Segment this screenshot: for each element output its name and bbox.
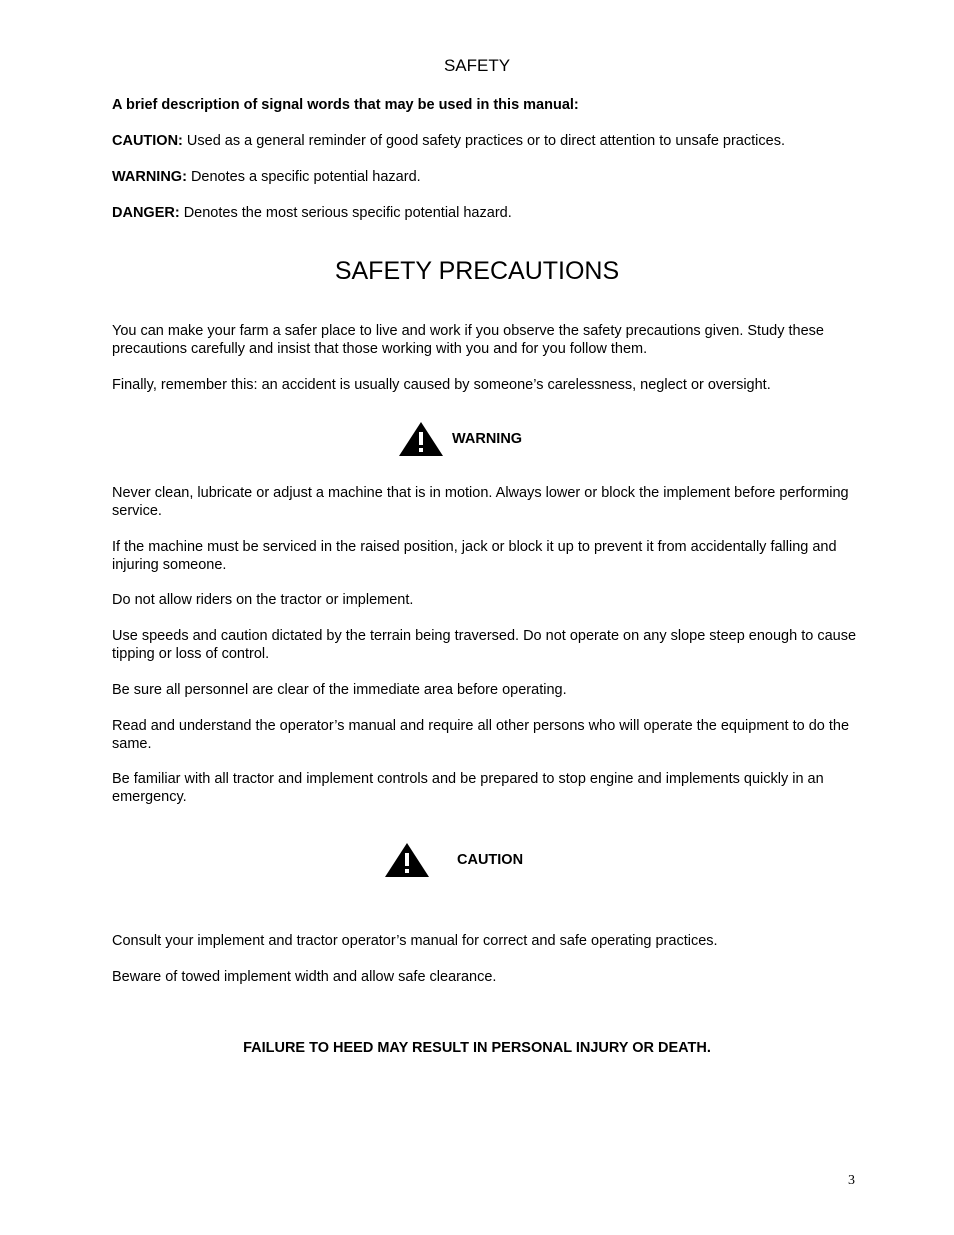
list-item: Never clean, lubricate or adjust a machine that is in motion. Always lower or block the implement before performing service. [112, 485, 849, 519]
list-item: Use speeds and caution dictated by the terrain being traversed. Do not operate on any slope steep enough to cause tipping or loss of control. [112, 628, 857, 662]
warning-term: WARNING: [112, 169, 187, 185]
page-number: 3 [848, 1173, 855, 1188]
caution-text: Used as a general reminder of good safety practices or to direct attention to unsafe practices. [182, 133, 785, 149]
list-item: Read and understand the operator’s manual and require all other persons who will operate the equipment to do the same. [112, 718, 850, 752]
section-title: SAFETY [443, 56, 511, 75]
list-item: Be familiar with all tractor and implement controls and be prepared to stop engine and implements quickly in an emergency. [112, 771, 824, 805]
list-item: Do not allow riders on the tractor or implement. [112, 592, 414, 608]
failure-notice: FAILURE TO HEED MAY RESULT IN PERSONAL INJURY OR DEATH. [243, 1040, 711, 1056]
caution-definition [112, 132, 862, 150]
reminder-paragraph: Finally, remember this: an accident is usually caused by someone’s carelessness, neglect or oversight. [112, 377, 771, 393]
danger-term: DANGER: [112, 205, 180, 221]
list-item: Consult your implement and tractor operator’s manual for correct and safe operating practices. [112, 933, 718, 949]
warning-triangle-icon [398, 421, 444, 457]
warning-heading [398, 421, 522, 457]
danger-definition [112, 204, 862, 222]
list-item: If the machine must be serviced in the raised position, jack or block it up to prevent it from accidentally falling and injuring someone. [112, 539, 837, 573]
danger-text: Denotes the most serious specific potential hazard. [179, 205, 512, 221]
caution-term: CAUTION: [112, 133, 183, 149]
caution-heading [384, 842, 523, 878]
warning-definition [112, 168, 862, 186]
signal-words-intro: A brief description of signal words that may be used in this manual: [112, 97, 579, 113]
caution-triangle-icon [384, 842, 430, 878]
page-title: SAFETY PRECAUTIONS [334, 257, 620, 285]
list-item: Beware of towed implement width and allow safe clearance. [112, 969, 497, 985]
caution-label: CAUTION [457, 852, 524, 868]
list-item: Be sure all personnel are clear of the immediate area before operating. [112, 682, 567, 698]
intro-paragraph: You can make your farm a safer place to live and work if you observe the safety precautions given. Study these precautions carefully and insist that those working with you and for you follow them. [112, 323, 824, 357]
warning-label: WARNING [452, 431, 523, 447]
warning-text: Denotes a specific potential hazard. [186, 169, 421, 185]
